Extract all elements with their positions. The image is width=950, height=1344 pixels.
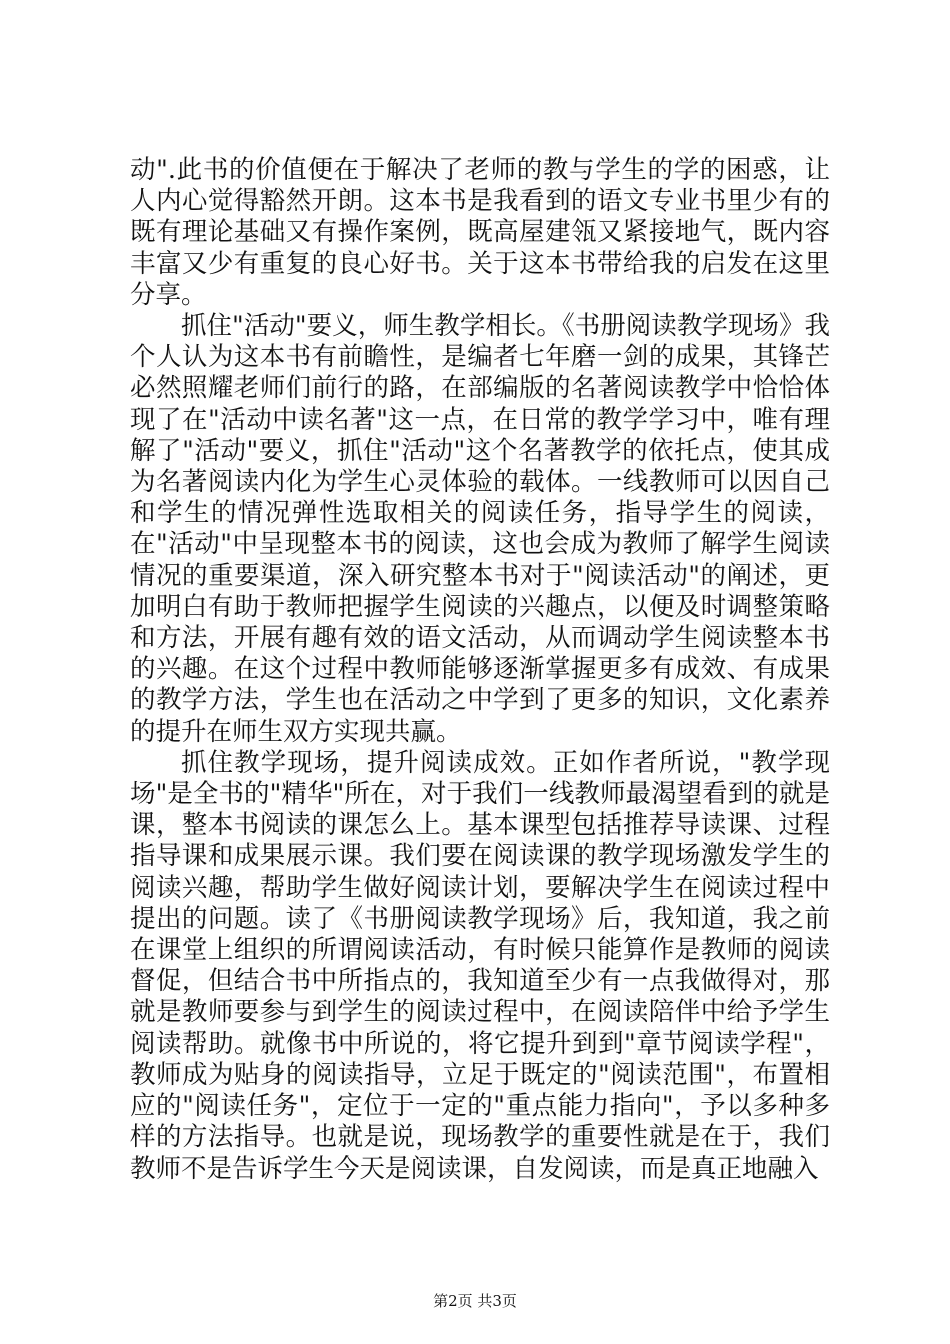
paragraph-2: 抓住"活动"要义，师生教学相长。《书册阅读教学现场》我个人认为这本书有前瞻性，是编者七年磨一剑的成果，其锋芒必然照耀老师们前行的路，在部编版的名著阅读教学中恰恰体现了在"活动中读名著"这一点，在日常的教学学习中，唯有理解了"活动"要义，抓住"活动"这个名著教学的依托点，使其成为名著阅读内化为学生心灵体验的载体。一线教师可以因自己和学生的情况弹性选取相关的阅读任务，指导学生的阅读，在"活动"中呈现整本书的阅读，这也会成为教师了解学生阅读情况的重要渠道，深入研究整本书对于"阅读活动"的阐述，更加明白有助于教师把握学生阅读的兴趣点，以便及时调整策略和方法，开展有趣有效的语文活动，从而调动学生阅读整本书的兴趣。在这个过程中教师能够逐渐掌握更多有成效、有成果的教学方法，学生也在活动之中学到了更多的知识，文化素养的提升在师生双方实现共赢。: [130, 311, 830, 747]
page-footer: [0, 1290, 950, 1311]
page-number: 第2页 共3页: [433, 1292, 517, 1310]
paragraph-1: 动".此书的价值便在于解决了老师的教与学生的学的困惑，让人内心觉得豁然开朗。这本书是我看到的语文专业书里少有的既有理论基础又有操作案例，既高屋建瓴又紧接地气，既内容丰富又少有重复的良心好书。关于这本书带给我的启发在这里分享。: [130, 155, 830, 310]
paragraph-3: 抓住教学现场，提升阅读成效。正如作者所说，"教学现场"是全书的"精华"所在，对于我们一线教师最渴望看到的就是课，整本书阅读的课怎么上。基本课型包括推荐导读课、过程指导课和成果展示课。我们要在阅读课的教学现场激发学生的阅读兴趣，帮助学生做好阅读计划，要解决学生在阅读过程中提出的问题。读了《书册阅读教学现场》后，我知道，我之前在课堂上组织的所谓阅读活动，有时候只能算作是教师的阅读督促，但结合书中所指点的，我知道至少有一点我做得对，那就是教师要参与到学生的阅读过程中，在阅读陪伴中给予学生阅读帮助。就像书中所说的，将它提升到到"章节阅读学程"，教师成为贴身的阅读指导，立足于既定的"阅读范围"，布置相应的"阅读任务"，定位于一定的"重点能力指向"，予以多种多样的方法指导。也就是说，现场教学的重要性就是在于，我们教师不是告诉学生今天是阅读课，自发阅读，而是真正地融入: [130, 747, 830, 1184]
document-body: [130, 155, 830, 1185]
